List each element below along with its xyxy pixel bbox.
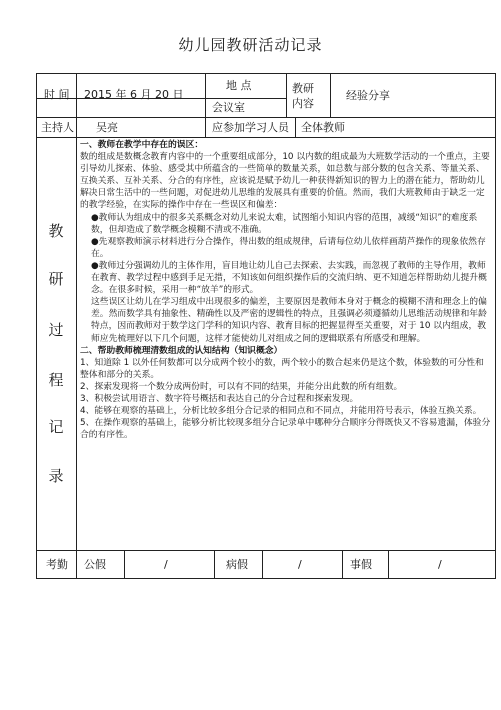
col-divider: [76, 73, 77, 550]
place-label: 地 点: [226, 79, 252, 92]
row-divider: [36, 137, 496, 138]
attendees-label: 应参加学习人员: [212, 121, 289, 134]
illness-label: 病假: [226, 558, 248, 571]
record-side-label-char: 程: [48, 371, 64, 389]
time-label: 时 间: [44, 88, 70, 101]
host-value: 吴亮: [96, 121, 118, 134]
bullet-paragraph: ●教师过分强调幼儿的主体作用，盲目地让幼儿自己去探索、去实践，而忽视了教师的主导作用，教师在教育、教学过程中感到手足无措，不知该如何组织操作后的交流归纳、更不知道怎样帮助幼儿提升概念。在很多时候，采用一种“放羊”的形式。: [91, 260, 487, 296]
bullet-paragraph: ●先观察教师演示材料进行分合操作，得出数的组成规律，后请每位幼儿依样画葫芦操作的现象依然存在。: [91, 236, 486, 259]
record-side-label-char: 记: [48, 418, 64, 436]
content-label-line1: 教研: [292, 82, 314, 95]
personal-value: /: [438, 558, 442, 571]
attendees-value: 全体教师: [301, 121, 345, 134]
personal-label: 事假: [350, 558, 372, 571]
record-side-label-char: 过: [48, 321, 64, 339]
col-divider: [214, 550, 215, 579]
record-body: [80, 139, 491, 539]
col-divider: [295, 117, 296, 137]
attendance-label: 考勤: [46, 558, 68, 571]
time-value: 2015 年 6 月 20 日: [84, 88, 184, 101]
bullet-paragraph: ●教师认为组成中的很多关系概念对幼儿来说太难，试图缩小知识内容的范围，减缓“知识”的难度系数，但却造成了数学概念模糊不清或不准确。: [91, 212, 478, 235]
numbered-item: 3、积极尝试用语言、数字符号概括和表达自己的分合过程和探索发现。: [80, 393, 359, 404]
sick-leave-value: /: [164, 558, 168, 571]
col-divider: [205, 73, 206, 137]
record-side-label-char: 研: [48, 270, 64, 288]
record-side-label-char: 录: [48, 467, 64, 485]
page-title: 幼儿园教研活动记录: [178, 36, 323, 54]
numbered-item: 4、能够在观察的基础上，分析比较多组分合记录的相同点和不同点，并能用符号表示，体验互换关系。: [80, 406, 482, 417]
content-label-line2: 内容: [292, 97, 314, 110]
row-divider: [36, 550, 496, 551]
numbered-item: 2、探索发现将一个数分成两份时，可以有不同的结果，并能分出此数的所有组数。: [80, 381, 403, 392]
section-heading: 一、教师在教学中存在的误区：: [80, 140, 204, 150]
host-label: 主持人: [41, 121, 74, 134]
col-divider: [76, 550, 77, 579]
col-divider: [286, 73, 287, 117]
col-divider: [262, 550, 263, 579]
col-divider: [388, 550, 389, 579]
record-side-label-char: 教: [48, 222, 64, 240]
paragraph: 数的组成是数概念教育内容中的一个重要组成部分，10 以内数的组成最为大班数学活动的一个重点，主要引导幼儿探索、体验、感受其中所蕴含的一些简单的数量关系，如总数与部分数的包含关系、等量关系、互换关系、互补关系、分合的有序性，应该说是赋予幼儿一种获得新知识的智力上的潜在能力，帮助幼儿解决日常生活中的一些问题，对促进幼儿思维的发展具有重要的价值。然而，我们大班教师由于缺乏一定的教学经验，在实际的操作中存在一些误区和偏差：: [80, 152, 490, 211]
row-divider: [36, 117, 496, 118]
paragraph: 这些误区让幼儿在学习组成中出现很多的偏差，主要原因是教师本身对于概念的模糊不清和理念上的偏差。然而数学具有抽象性、精确性以及严密的逻辑性的特点，且强调必须遵循幼儿思维活动规律和年龄特点，因而教师对于数学这门学科的知识内容、教育目标的把握显得至关重要，对于 10 以内组成，教师应先梳理好以下几个问题，这样才能使幼儿对组成之间的逻辑联系有所感受和理解。: [91, 297, 487, 344]
content-value: 经验分享: [346, 89, 390, 102]
col-divider: [330, 73, 331, 117]
illness-value: /: [298, 558, 302, 571]
col-divider: [342, 550, 343, 579]
col-divider: [124, 550, 125, 579]
sick-leave-label: 公假: [84, 558, 106, 571]
numbered-item: 5、在操作观察的基础上，能够分析比较现多组分合记录单中哪种分合顺序分得既快又不容易遗漏，体验分合的有序性。: [80, 418, 491, 441]
section-heading: 二、帮助教师梳理清数组成的认知结构（知识概念）: [80, 345, 283, 356]
numbered-item: 1、知道除 1 以外任何数都可以分成两个较小的数，两个较小的数合起来仍是这个数，体验数的可分性和整体和部分的关系。: [80, 357, 484, 380]
place-value: 会议室: [212, 101, 245, 114]
